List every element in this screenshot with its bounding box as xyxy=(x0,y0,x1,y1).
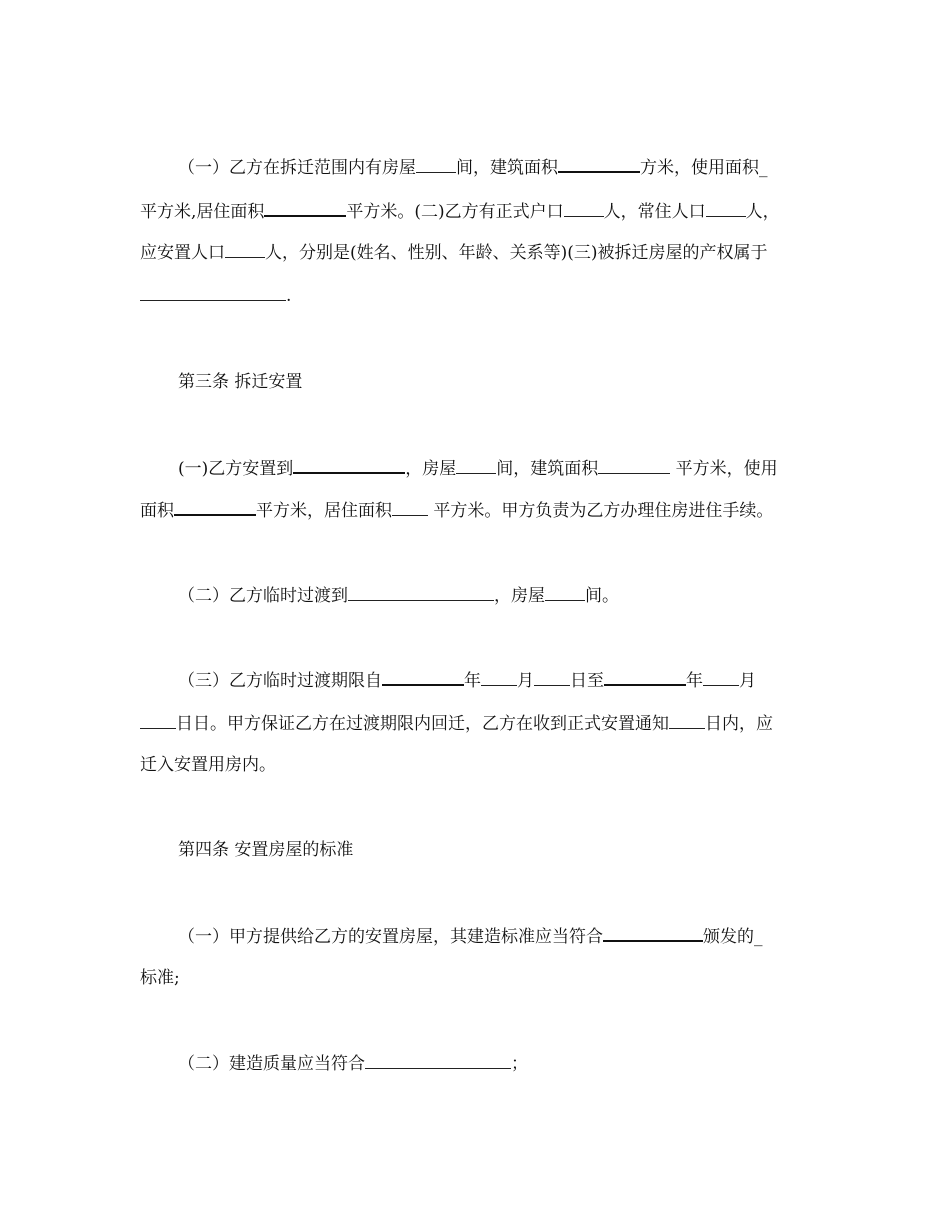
text: ； xyxy=(511,1054,528,1074)
text: 月 xyxy=(517,671,534,691)
fill-blank[interactable] xyxy=(174,497,256,516)
para-line: 标准; xyxy=(140,968,180,988)
text: （三）乙方临时过渡期限自 xyxy=(178,671,382,691)
para-line xyxy=(140,240,768,265)
text: 人，分别是(姓名、性别、年龄、关系等)(三)被拆迁房屋的产权属于 xyxy=(265,243,768,263)
fill-blank[interactable] xyxy=(382,667,464,686)
fill-blank[interactable] xyxy=(225,240,265,258)
fill-blank[interactable] xyxy=(140,711,176,729)
article-heading: 第三条 拆迁安置 xyxy=(178,372,303,392)
text: . xyxy=(286,286,292,306)
fill-blank[interactable] xyxy=(534,668,570,686)
text: 月 xyxy=(739,671,756,691)
text: 平方米，居住面积 xyxy=(256,501,392,521)
article-heading: 第四条 安置房屋的标准 xyxy=(178,840,354,860)
text: （二）建造质量应当符合 xyxy=(178,1054,365,1074)
fill-blank[interactable] xyxy=(365,1051,511,1069)
fill-blank[interactable] xyxy=(293,455,405,474)
text: 年 xyxy=(464,671,481,691)
text: (一)乙方安置到 xyxy=(178,459,294,479)
fill-blank[interactable] xyxy=(140,283,286,301)
fill-blank[interactable] xyxy=(392,498,428,516)
fill-blank[interactable] xyxy=(264,198,346,217)
text: 人， xyxy=(745,202,780,222)
text: 平方米,居住面积 xyxy=(140,202,265,222)
text: 颁发的_ xyxy=(703,927,763,947)
para-line xyxy=(178,1051,528,1076)
fill-blank[interactable] xyxy=(703,668,739,686)
text: 间。 xyxy=(585,586,619,606)
text: （一）乙方在拆迁范围内有房屋 xyxy=(178,158,416,178)
text: ，房屋 xyxy=(494,586,545,606)
fill-blank[interactable] xyxy=(564,199,604,217)
fill-blank[interactable] xyxy=(456,456,496,474)
fill-blank[interactable] xyxy=(545,583,585,601)
para-line xyxy=(178,154,768,180)
fill-blank[interactable] xyxy=(481,668,517,686)
text: （一）甲方提供给乙方的安置房屋，其建造标准应当符合 xyxy=(178,927,603,947)
para-line xyxy=(140,497,773,523)
text: 年 xyxy=(686,671,703,691)
para-line xyxy=(178,455,778,481)
text: 日内，应 xyxy=(705,714,773,734)
text: （二）乙方临时过渡到 xyxy=(178,586,348,606)
para-line xyxy=(178,583,619,608)
para-line xyxy=(140,198,780,224)
para-line xyxy=(178,667,756,693)
para-line: 迁入安置用房内。 xyxy=(140,755,276,775)
fill-blank[interactable] xyxy=(598,456,670,474)
text: 日至 xyxy=(570,671,604,691)
para-line xyxy=(178,923,763,949)
text: 方米，使用面积_ xyxy=(640,158,768,178)
text: 平方米，使用 xyxy=(670,459,778,479)
fill-blank[interactable] xyxy=(558,154,640,173)
text: 间，建筑面积 xyxy=(496,459,599,479)
text: 平方米。(二)乙方有正式户口 xyxy=(346,202,564,222)
text: 应安置人口 xyxy=(140,243,225,263)
fill-blank[interactable] xyxy=(604,667,686,686)
para-line xyxy=(140,283,291,308)
text: 面积 xyxy=(140,501,174,521)
text: 平方米。甲方负责为乙方办理住房进住手续。 xyxy=(428,501,774,521)
text: 间，建筑面积 xyxy=(456,158,558,178)
fill-blank[interactable] xyxy=(603,923,703,942)
fill-blank[interactable] xyxy=(348,583,494,601)
text: 日日。甲方保证乙方在过渡期限内回迁，乙方在收到正式安置通知 xyxy=(176,714,669,734)
text: 人，常住人口 xyxy=(603,202,706,222)
fill-blank[interactable] xyxy=(706,199,746,217)
text: ，房屋 xyxy=(405,459,457,479)
fill-blank[interactable] xyxy=(669,711,705,729)
fill-blank[interactable] xyxy=(416,155,456,173)
para-line xyxy=(140,711,773,736)
